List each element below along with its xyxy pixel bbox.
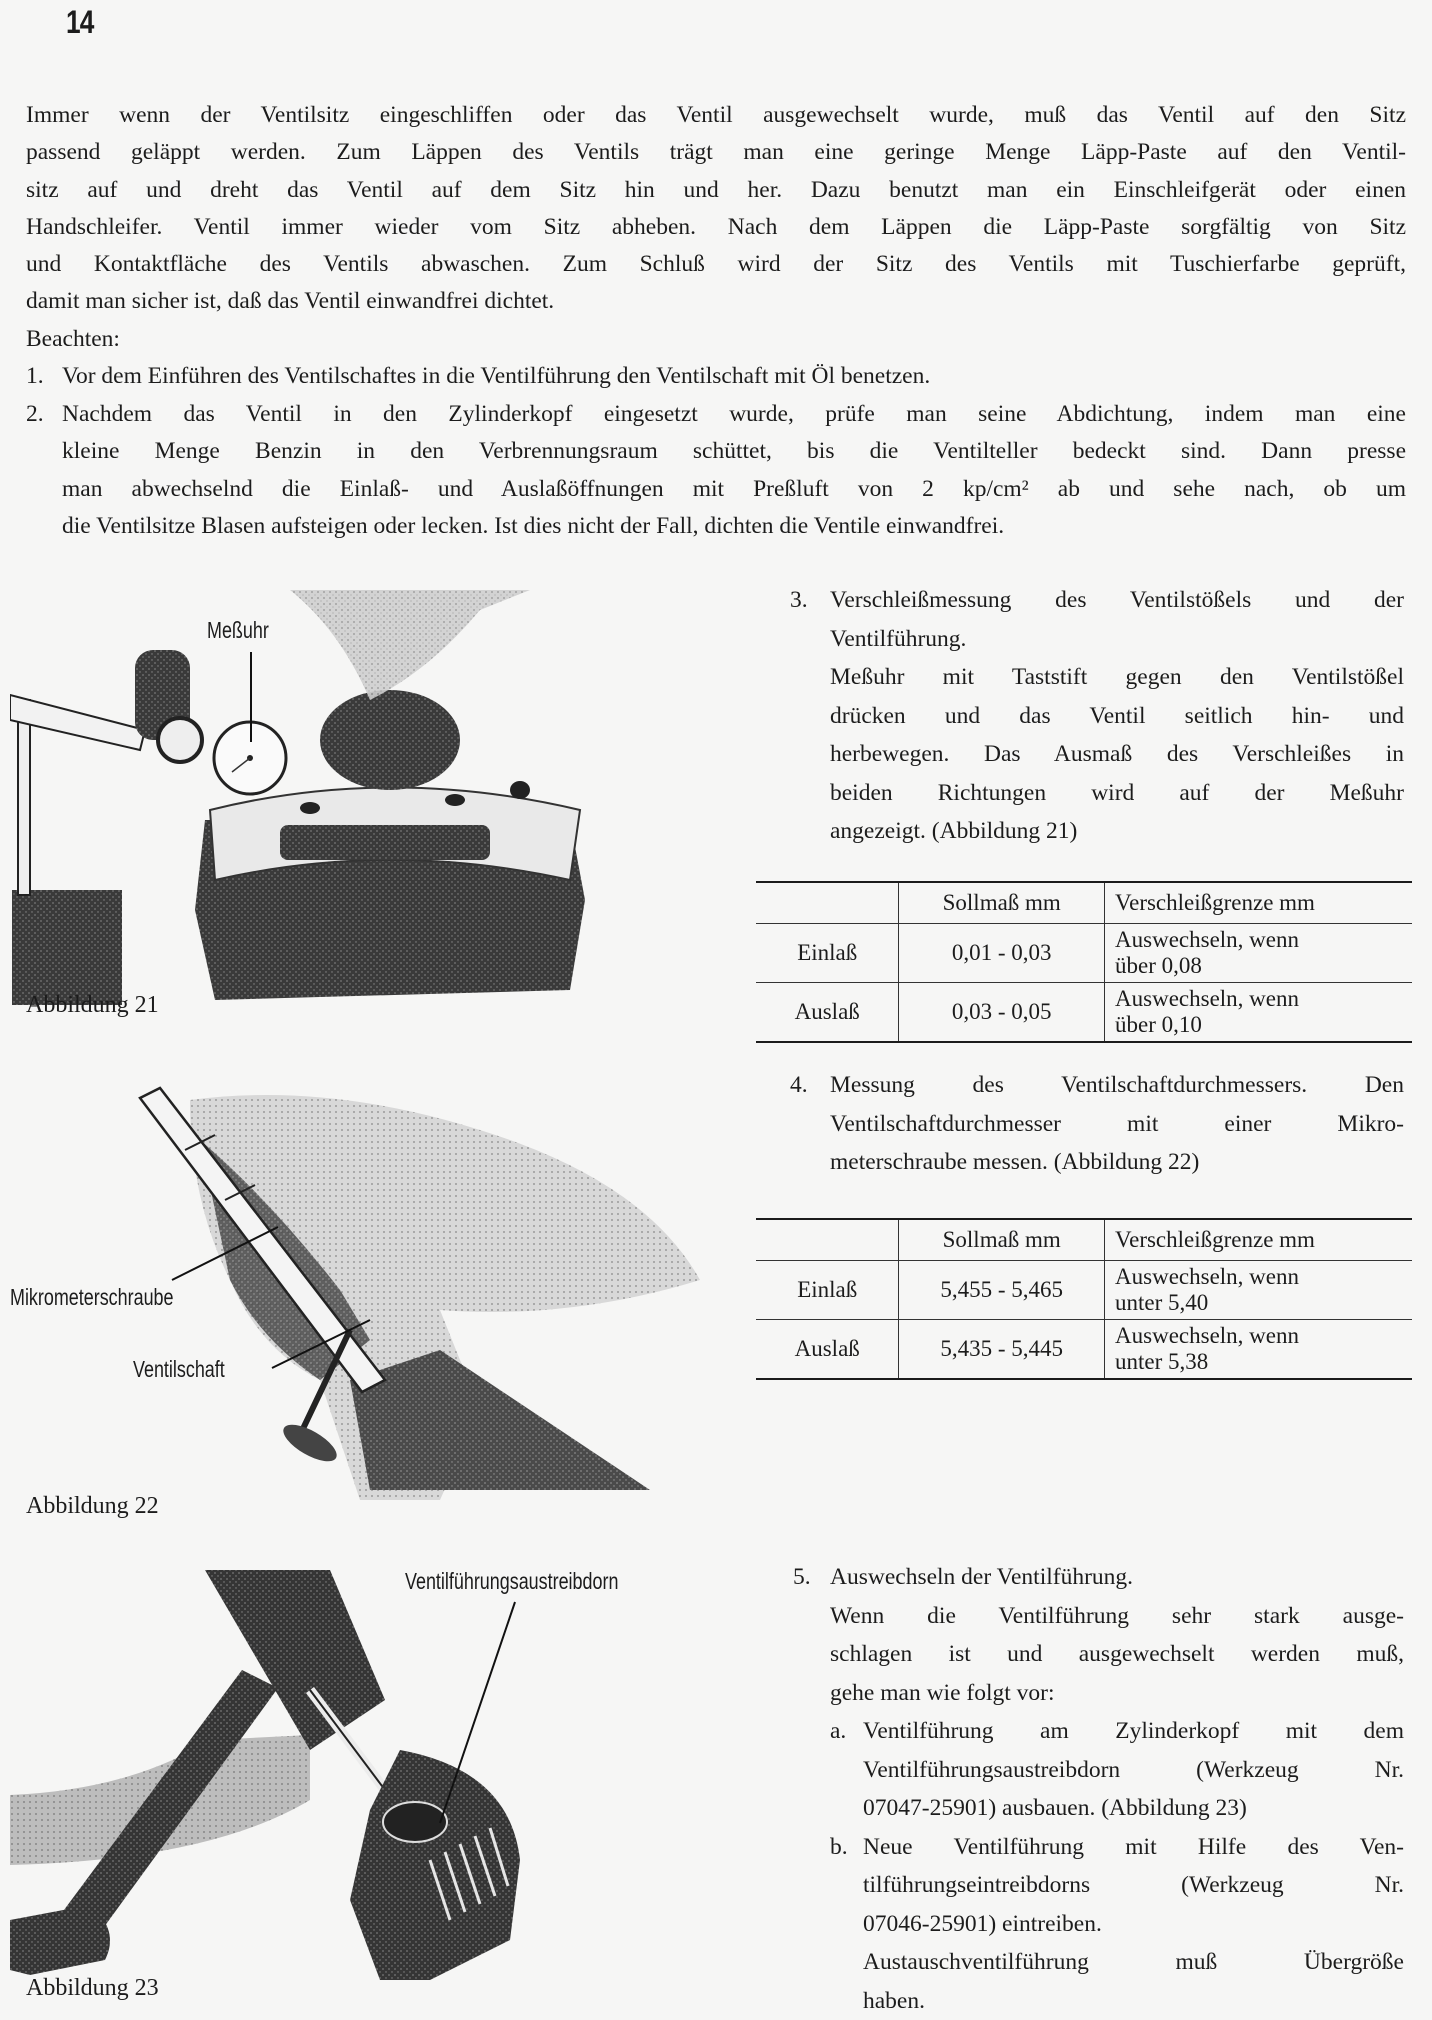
intro-line: und Kontaktfläche des Ventils abwaschen. Zum Schluß wird der Sitz des Ventils mit Tuschierfarbe geprüft, (26, 251, 1406, 278)
substep-line: Ventilführung am Zylinderkopf mit dem (863, 1718, 1404, 1744)
table-cell-line: unter 5,40 (1115, 1290, 1209, 1315)
note-number: 1. (26, 363, 44, 389)
valve-head (278, 1418, 342, 1469)
step-line: angezeigt. (Abbildung 21) (830, 818, 1078, 844)
table-cell: 0,01 - 0,03 (899, 924, 1105, 983)
intro-line: damit man sicher ist, daß das Ventil einwandfrei dichtet. (26, 288, 555, 315)
step-line: Auswechseln der Ventilführung. (830, 1564, 1134, 1590)
table-cell: Auslaß (756, 1320, 899, 1380)
step-3 (790, 581, 1404, 851)
note-line: die Ventilsitze Blasen aufsteigen oder lecken. Ist dies nicht der Fall, dichten die Ventile einwandfrei. (62, 512, 1005, 539)
table-row (756, 1320, 1412, 1380)
step-line: gehe man wie folgt vor: (830, 1679, 1055, 1706)
substep-letter: a. (830, 1718, 847, 1744)
table-header-cell: Verschleißgrenze mm (1105, 882, 1412, 924)
page-number: 14 (66, 4, 94, 40)
table-cell: 5,435 - 5,445 (899, 1320, 1105, 1380)
table-cell: 5,455 - 5,465 (899, 1261, 1105, 1320)
step-line: Wenn die Ventilführung sehr stark ausge- (830, 1602, 1404, 1629)
table-header-cell: Verschleißgrenze mm (1105, 1219, 1412, 1261)
substep-line: Neue Ventilführung mit Hilfe des Ven- (863, 1833, 1404, 1860)
step-line: meterschraube messen. (Abbildung 22) (830, 1149, 1200, 1175)
figure-21-illustration (10, 590, 720, 1010)
step-line: Ventilführung. (830, 625, 967, 652)
step-4 (790, 1066, 1404, 1182)
step-line: Verschleißmessung des Ventilstößels und der (830, 587, 1404, 613)
table-row (756, 924, 1412, 983)
substep-line: 07047-25901) ausbauen. (Abbildung 23) (863, 1795, 1247, 1821)
note-line: man abwechselnd die Einlaß- und Auslaßöffnungen mit Preßluft von 2 kp/cm² ab und sehe nach, ob um (62, 475, 1406, 502)
table-header-cell: Sollmaß mm (899, 882, 1105, 924)
substep-line: Ventilführungsaustreibdorn (Werkzeug Nr. (863, 1756, 1404, 1783)
table-cell: 0,03 - 0,05 (899, 983, 1105, 1043)
table-cell-line: über 0,08 (1115, 953, 1202, 978)
figure-22-callout-ventilschaft: Ventilschaft (133, 1356, 225, 1382)
substep-a (830, 1712, 1404, 1828)
substep-line: Austauschventilführung muß Übergröße (863, 1949, 1404, 1975)
figure-22-callout-mikrometerschraube: Mikrometerschraube (10, 1284, 174, 1310)
intro-line: passend geläppt werden. Zum Läppen des Ventils trägt man eine geringe Menge Läpp-Paste auf den Ventil- (26, 139, 1406, 166)
step-number: 5. (793, 1564, 811, 1590)
table-row (756, 983, 1412, 1043)
valve-stem-diameter-table (756, 1218, 1412, 1380)
stand-base (12, 890, 122, 1005)
table-cell (1105, 924, 1412, 983)
valve-guide-bore (383, 1802, 447, 1842)
note-number: 2. (26, 401, 44, 427)
note-text: Vor dem Einführen des Ventilschaftes in die Ventilführung den Ventilschaft mit Öl benetzen. (62, 363, 931, 389)
intro-paragraph (26, 97, 1406, 321)
holder (350, 1350, 650, 1490)
substep-line: 07046-25901) eintreiben. (863, 1910, 1102, 1937)
table-header-cell (756, 1219, 899, 1261)
step-line: Meßuhr mit Taststift gegen den Ventilstößel (830, 664, 1404, 690)
figure-23-caption: Abbildung 23 (26, 1975, 159, 2001)
step-line: schlagen ist und ausgewechselt werden muß, (830, 1641, 1404, 1667)
stand-pole (18, 700, 30, 895)
note-line: kleine Menge Benzin in den Verbrennungsraum schüttet, bis die Ventilteller bedeckt sind. Dann presse (62, 438, 1406, 465)
table-cell: Auslaß (756, 983, 899, 1043)
table-cell-line: über 0,10 (1115, 1012, 1202, 1037)
table-cell (1105, 983, 1412, 1043)
hand (290, 590, 530, 700)
figure-23-illustration (10, 1560, 710, 1980)
intro-line: Immer wenn der Ventilsitz eingeschliffen oder das Ventil ausgewechselt wurde, muß das Ventil auf den Sitz (26, 102, 1406, 128)
substep-b (830, 1828, 1404, 2020)
table-cell (1105, 1320, 1412, 1380)
valve-chamber (320, 690, 460, 790)
table-row (756, 1261, 1412, 1320)
table-cell-line: Auswechseln, wenn (1115, 986, 1300, 1011)
note-line: Nachdem das Ventil in den Zylinderkopf eingesetzt wurde, prüfe man seine Abdichtung, indem man eine (62, 401, 1406, 427)
intro-line: Handschleifer. Ventil immer wieder vom Sitz abheben. Nach dem Läppen die Läpp-Paste sorgfältig von Sitz (26, 213, 1406, 240)
table-cell-line: Auswechseln, wenn (1115, 927, 1300, 952)
step-number: 4. (790, 1072, 808, 1098)
figure-22-caption: Abbildung 22 (26, 1493, 159, 1519)
step-line: Ventilschaftdurchmesser mit einer Mikro- (830, 1110, 1404, 1137)
table-cell: Einlaß (756, 924, 899, 983)
valve-guide-wear-table (756, 881, 1412, 1043)
head-slot (280, 825, 490, 860)
step-line: herbewegen. Das Ausmaß des Verschleißes in (830, 741, 1404, 767)
intro-line: sitz auf und dreht das Ventil auf dem Sitz hin und her. Dazu benutzt man ein Einschleifgerät oder einen (26, 176, 1406, 203)
step-number: 3. (790, 587, 808, 613)
step-line: beiden Richtungen wird auf der Meßuhr (830, 779, 1404, 806)
table-header-cell: Sollmaß mm (899, 1219, 1105, 1261)
step-5 (793, 1558, 1404, 2020)
substep-letter: b. (830, 1833, 848, 1860)
substep-line: tilführungseintreibdorns (Werkzeug Nr. (863, 1872, 1404, 1898)
note-item-1 (26, 358, 1406, 396)
figure-23-callout-ventilfuehrungsaustreibdorn: Ventilführungsaustreibdorn (405, 1568, 619, 1594)
table-cell: Einlaß (756, 1261, 899, 1320)
table-cell-line: unter 5,38 (1115, 1349, 1209, 1374)
table-header-row (756, 1219, 1412, 1261)
note-item-2 (26, 396, 1406, 546)
clamp-ring (158, 718, 202, 762)
table-header-row (756, 882, 1412, 924)
table-cell-line: Auswechseln, wenn (1115, 1323, 1300, 1348)
figure-21-caption: Abbildung 21 (26, 992, 159, 1018)
step-line: Messung des Ventilschaftdurchmessers. Den (830, 1072, 1404, 1098)
figure-21-callout-messuhr: Meßuhr (207, 617, 269, 643)
table-cell-line: Auswechseln, wenn (1115, 1264, 1300, 1289)
note-heading: Beachten: (26, 326, 120, 352)
hammer-grip (10, 1905, 110, 1975)
table-header-cell (756, 882, 899, 924)
substep-line: haben. (863, 1987, 925, 2014)
table-cell (1105, 1261, 1412, 1320)
step-line: drücken und das Ventil seitlich hin- und (830, 702, 1404, 729)
